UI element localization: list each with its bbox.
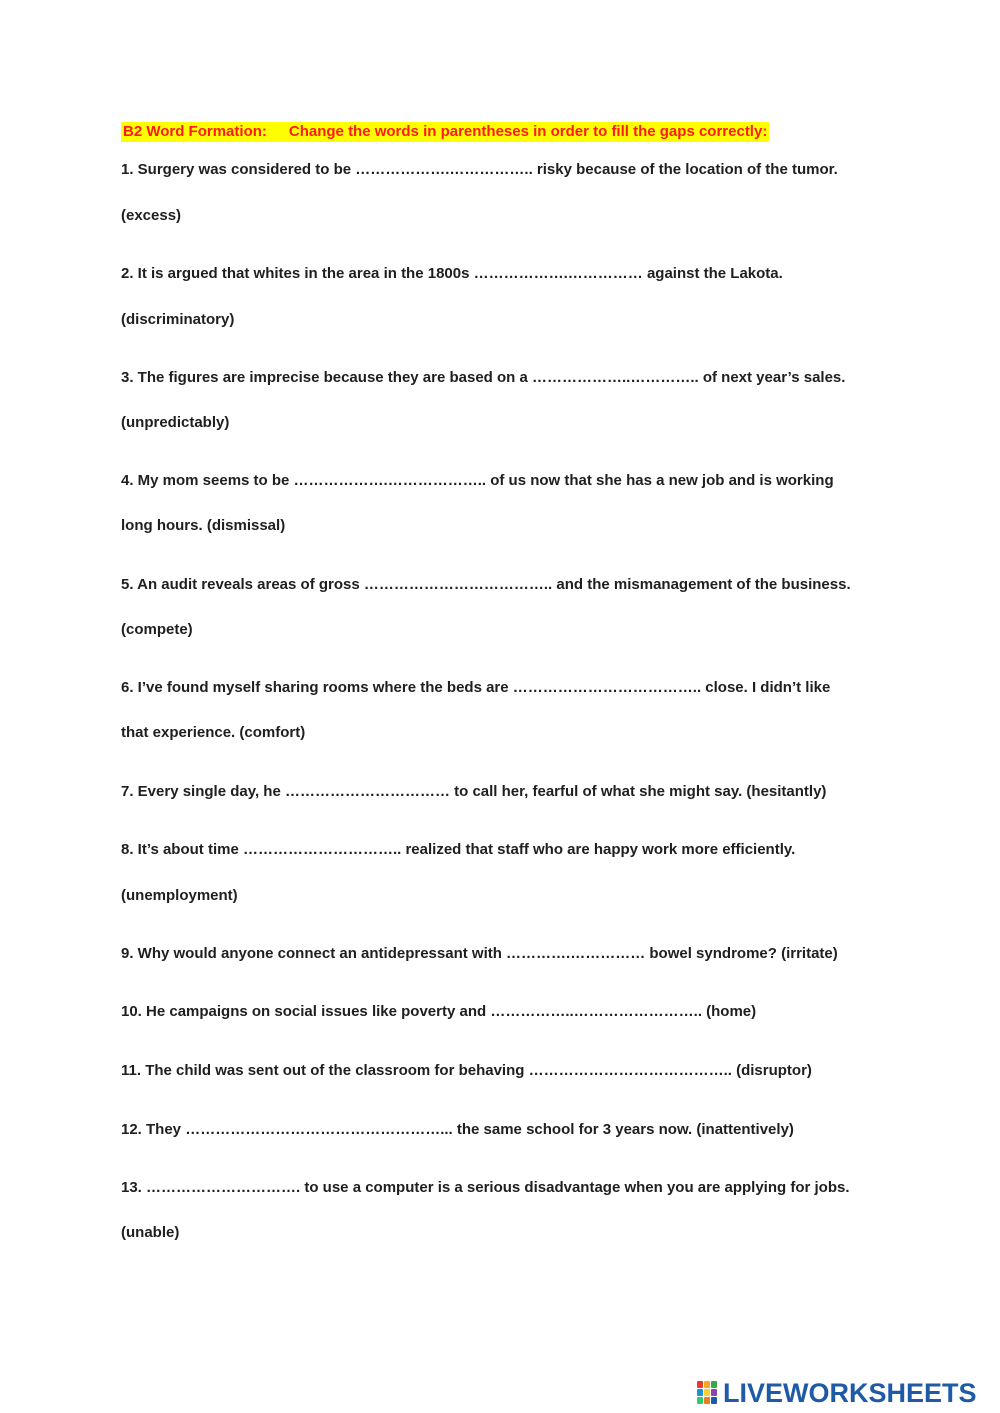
- question-4-line-1: 4. My mom seems to be ……………….……………….. of us now that she has a new job and is working: [121, 472, 834, 489]
- header-label: B2 Word Formation:: [123, 123, 267, 140]
- question-2-line-1: 2. It is argued that whites in the area in the 1800s ……………….…………… against the Lakota.: [121, 265, 783, 282]
- question-7-line-1: 7. Every single day, he …………………………… to call her, fearful of what she might say. (hesitantly): [121, 783, 827, 800]
- question-4-line-2: long hours. (dismissal): [121, 517, 286, 534]
- question-1-line-1: 1. Surgery was considered to be ……………….…………….. risky because of the location of the tumor.: [121, 161, 838, 178]
- logo-square: [697, 1389, 703, 1396]
- question-9-line-1: 9. Why would anyone connect an antidepressant with ………….…………… bowel syndrome? (irritate): [121, 945, 838, 962]
- logo-square: [697, 1381, 703, 1388]
- worksheet-header: [121, 122, 769, 142]
- header-instruction: Change the words in parentheses in order to fill the gaps correctly:: [288, 123, 768, 140]
- question-1-hint: (excess): [121, 207, 182, 224]
- question-2-hint: (discriminatory): [121, 311, 235, 328]
- logo-square: [697, 1397, 703, 1404]
- question-8-hint: (unemployment): [121, 887, 238, 904]
- question-13-hint: (unable): [121, 1224, 180, 1241]
- logo-square: [711, 1381, 717, 1388]
- question-3-line-1: 3. The figures are imprecise because they are based on a ………………..………….. of next year’s sales.: [121, 369, 846, 386]
- liveworksheets-logo-text: LIVEWORKSHEETS: [723, 1378, 977, 1408]
- logo-square: [704, 1397, 710, 1404]
- question-11-line-1: 11. The child was sent out of the classroom for behaving ………………………………….. (disruptor): [121, 1062, 812, 1079]
- logo-square: [704, 1389, 710, 1396]
- question-5-line-1: 5. An audit reveals areas of gross ……………………………….. and the mismanagement of the business.: [121, 576, 851, 593]
- logo-square: [711, 1397, 717, 1404]
- question-13-line-1: 13. …………………………. to use a computer is a serious disadvantage when you are applying for jobs.: [121, 1179, 850, 1196]
- liveworksheets-logo-icon: [697, 1381, 719, 1405]
- question-5-hint: (compete): [121, 621, 193, 638]
- question-6-line-1: 6. I’ve found myself sharing rooms where the beds are ……………………………….. close. I didn’t like: [121, 679, 831, 696]
- question-8-line-1: 8. It’s about time ………………………….. realized that staff who are happy work more efficiently.: [121, 841, 796, 858]
- question-3-hint: (unpredictably): [121, 414, 230, 431]
- question-12-line-1: 12. They ……………………………………………... the same school for 3 years now. (inattentively): [121, 1121, 794, 1138]
- logo-square: [704, 1381, 710, 1388]
- logo-square: [711, 1389, 717, 1396]
- question-10-line-1: 10. He campaigns on social issues like poverty and ……………..…………………….. (home): [121, 1003, 757, 1020]
- question-6-line-2: that experience. (comfort): [121, 724, 306, 741]
- liveworksheets-logo: [697, 1378, 977, 1408]
